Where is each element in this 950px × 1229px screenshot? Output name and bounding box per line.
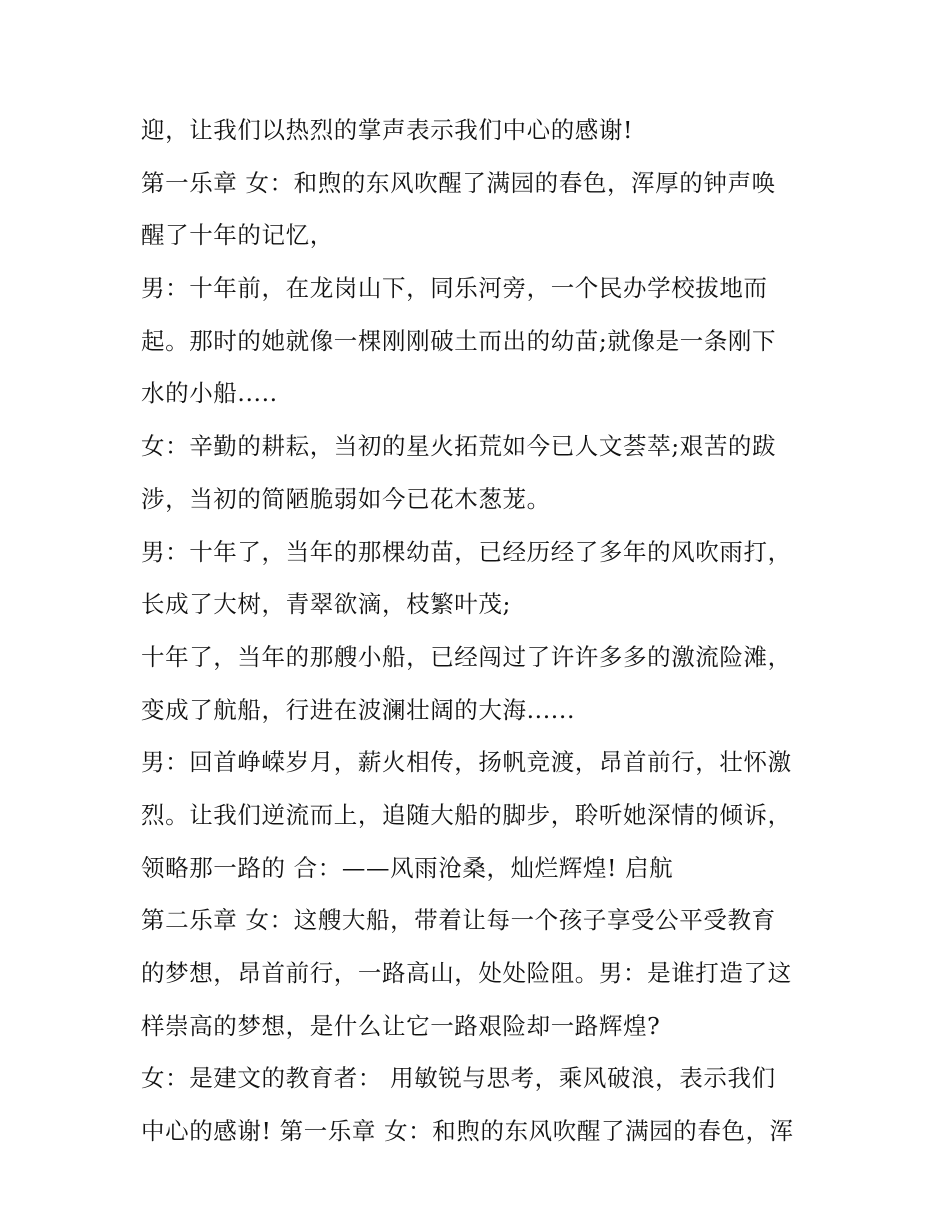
- text-line: 涉，当初的简陋脆弱如今已花木葱茏。: [141, 484, 551, 513]
- text-line: 长成了大树，青翠欲滴，枝繁叶茂;: [141, 590, 512, 619]
- text-line: 中心的感谢! 第一乐章 女：和煦的东风吹醒了满园的春色，浑: [141, 1117, 794, 1146]
- text-line: 第二乐章 女：这艘大船，带着让每一个孩子享受公平受教育: [141, 906, 776, 935]
- document-body: [141, 104, 821, 1158]
- text-line: 男：十年前，在龙岗山下，同乐河旁，一个民办学校拔地而: [141, 274, 768, 303]
- text-line: 的梦想，昂首前行，一路高山，处处险阻。男：是谁打造了这: [141, 959, 792, 987]
- text-line: 男：十年了，当年的那棵幼苗，已经历经了多年的风吹雨打，: [141, 537, 792, 566]
- text-line: 醒了十年的记忆，: [141, 221, 334, 250]
- text-line: 变成了航船，行进在波澜壮阔的大海......: [141, 695, 576, 724]
- text-line: 起。那时的她就像一棵刚刚破土而出的幼苗;就像是一条刚下: [141, 326, 777, 355]
- text-line: 女：是建文的教育者： 用敏锐与思考，乘风破浪，表示我们: [141, 1064, 776, 1093]
- text-line: 女：辛勤的耕耘，当初的星火拓荒如今已人文荟萃;艰苦的跋: [141, 432, 777, 461]
- text-line: 男：回首峥嵘岁月，薪火相传，扬帆竞渡，昂首前行，壮怀激: [141, 748, 792, 777]
- text-line: 领略那一路的 合：——风雨沧桑，灿烂辉煌! 启航: [141, 853, 674, 882]
- text-line: 烈。让我们逆流而上，追随大船的脚步，聆听她深情的倾诉，: [141, 800, 792, 829]
- text-line: 第一乐章 女：和煦的东风吹醒了满园的春色，浑厚的钟声唤: [141, 168, 776, 197]
- text-line: 十年了，当年的那艘小船，已经闯过了许许多多的激流险滩，: [141, 642, 792, 671]
- text-line: 迎，让我们以热烈的掌声表示我们中心的感谢!: [141, 116, 634, 144]
- text-line: 水的小船.....: [141, 379, 278, 408]
- text-line: 样崇高的梦想，是什么让它一路艰险却一路辉煌?: [141, 1011, 661, 1040]
